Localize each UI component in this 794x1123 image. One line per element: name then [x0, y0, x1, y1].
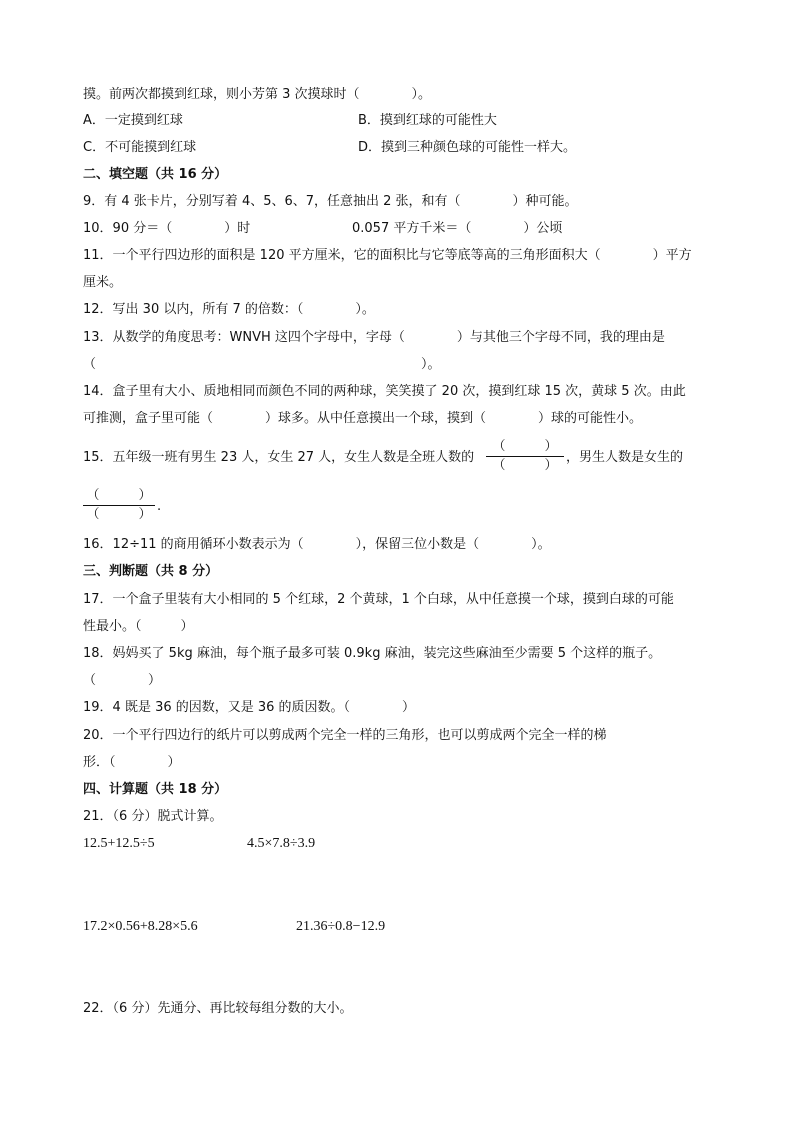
question-21: 21．（6 分）脱式计算。 [83, 809, 223, 824]
fraction-bar [83, 505, 155, 506]
q8-option-c: C．不可能摸到红球 [83, 140, 197, 155]
question-18-line-1: 18．妈妈买了 5kg 麻油，每个瓶子最多可装 0.9kg 麻油，装完这些麻油至少需要 5 个这样的瓶子。 [83, 646, 662, 661]
question-11-line-2: 厘米。 [83, 275, 123, 290]
expression-4: 21.36÷0.8−12.9 [296, 919, 386, 934]
question-15-fraction-1 [486, 439, 564, 474]
question-17-line-1: 17．一个盒子里装有大小相同的 5 个红球，2 个黄球，1 个白球，从中任意摸一个球，摸到白球的可能 [83, 592, 674, 607]
question-20-line-1: 20．一个平行四边行的纸片可以剪成两个完全一样的三角形，也可以剪成两个完全一样的梯 [83, 728, 607, 743]
section-true-false-title: 三、判断题（共 8 分） [83, 564, 219, 579]
section-fill-blank-title: 二、填空题（共 16 分） [83, 167, 228, 182]
section-calculation-title: 四、计算题（共 18 分） [83, 782, 228, 797]
q8-option-d: D．摸到三种颜色球的可能性一样大。 [358, 140, 577, 155]
question-12: 12．写出 30 以内，所有 7 的倍数：（ ）。 [83, 302, 375, 317]
fraction-bar [486, 456, 564, 457]
question-15-fraction-2 [83, 488, 155, 523]
fraction-denominator: （ ） [86, 507, 152, 522]
question-11-line-1: 11．一个平行四边形的面积是 120 平方厘米，它的面积比与它等底等高的三角形面积大（ ）平方 [83, 248, 692, 263]
question-9: 9．有 4 张卡片，分别写着 4、5、6、7，任意抽出 2 张，和有（ ）种可能。 [83, 194, 578, 209]
q8-option-a: A．一定摸到红球 [83, 113, 183, 128]
question-14-line-2: 可推测，盒子里可能（ ）球多。从中任意摸出一个球，摸到（ ）球的可能性小。 [83, 411, 643, 426]
question-17-line-2: 性最小。（ ） [83, 619, 194, 634]
question-15-text-a: 15．五年级一班有男生 23 人，女生 27 人，女生人数是全班人数的 [83, 450, 475, 465]
fraction-numerator: （ ） [86, 488, 152, 503]
question-13-line-1: 13．从数学的角度思考：WNVH 这四个字母中，字母（ ）与其他三个字母不同，我的理由是 [83, 330, 665, 345]
question-10-part-a: 10．90 分＝（ ）时 [83, 221, 251, 236]
question-13-line-2: （ ）。 [83, 357, 441, 372]
question-18-line-2: （ ） [83, 673, 162, 688]
question-19: 19．4 既是 36 的因数，又是 36 的质因数。（ ） [83, 700, 416, 715]
question-22: 22．（6 分）先通分、再比较每组分数的大小。 [83, 1001, 353, 1016]
question-20-line-2: 形．（ ） [83, 755, 181, 770]
question-15-period: . [157, 499, 162, 514]
fraction-denominator: （ ） [492, 458, 558, 473]
q8-option-b: B．摸到红球的可能性大 [358, 113, 497, 128]
question-15-text-b: ，男生人数是女生的 [566, 450, 684, 465]
expression-2: 4.5×7.8÷3.9 [247, 836, 316, 851]
expression-3: 17.2×0.56+8.28×5.6 [83, 919, 198, 934]
fraction-numerator: （ ） [492, 439, 558, 454]
q8-continuation: 摸。前两次都摸到红球，则小芳第 3 次摸球时（ ）。 [83, 87, 432, 102]
question-14-line-1: 14．盒子里有大小、质地相同而颜色不同的两种球，笑笑摸了 20 次，摸到红球 15 次，黄球 5 次。由此 [83, 384, 686, 399]
question-16: 16．12÷11 的商用循环小数表示为（ ），保留三位小数是（ ）。 [83, 537, 551, 552]
question-10-part-b: 0.057 平方千米＝（ ）公顷 [352, 221, 563, 236]
expression-1: 12.5+12.5÷5 [83, 836, 155, 851]
